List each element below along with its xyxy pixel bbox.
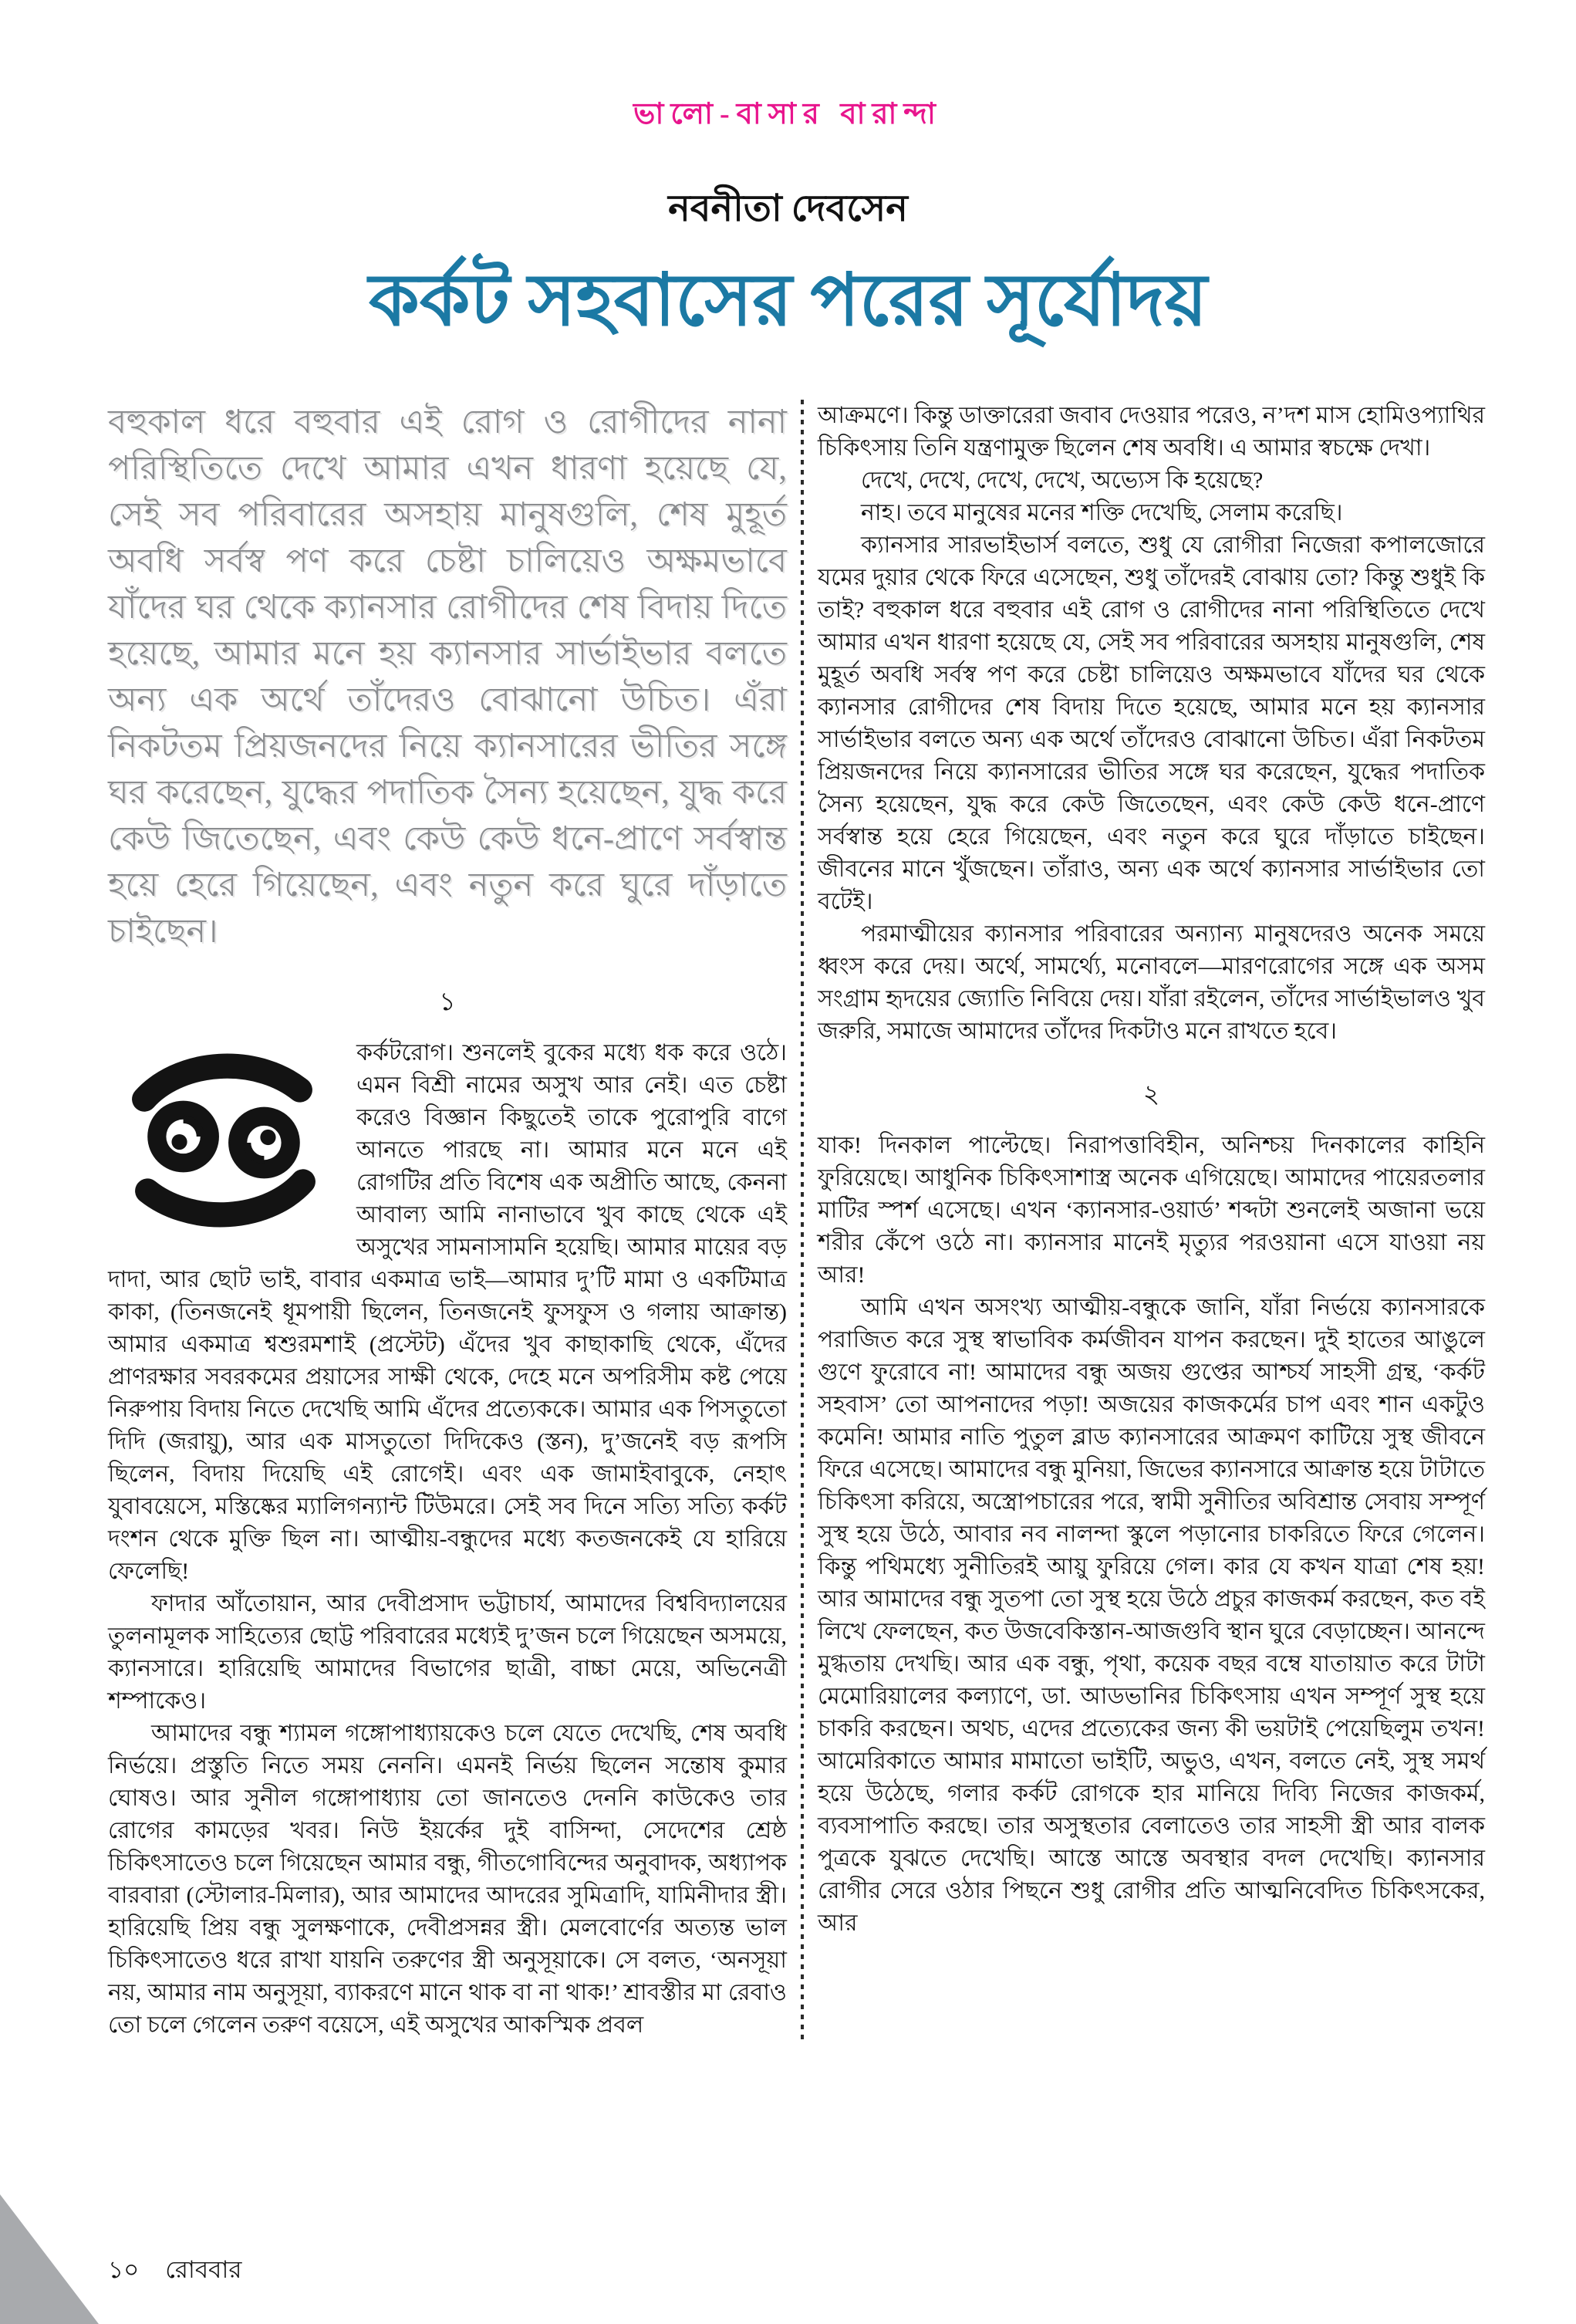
left-column <box>108 400 787 2042</box>
left-paragraph-1 <box>108 1037 787 1588</box>
section-kicker: ভালো-বাসার বারান্দা <box>633 98 943 130</box>
intro-deck: বহুকাল ধরে বহুবার এই রোগ ও রোগীদের নানা পরিস্থিতিতে দেখে আমার এখন ধারণা হয়েছে যে, সেই সব পরিবারের অসহায় মানুষগুলি, শেষ মুহূর্ত অবধি সর্বস্ব পণ করে চেষ্টা চালিয়েও অক্ষমভাবে যাঁদের ঘর থেকে ক্যানসার রোগীদের শেষ বিদায় দিতে হয়েছে, আমার মনে হয় ক্যানসার সার্ভাইভার বলতে অন্য এক অর্থে তাঁদেরও বোঝানো উচিত। এঁরা নিকটতম প্রিয়জনদের নিয়ে ক্যানসারের ভীতির সঙ্গে ঘর করেছেন, যুদ্ধের পদাতিক সৈন্য হয়েছেন, যুদ্ধ করে কেউ জিতেছেন, এবং কেউ কেউ ধনে-প্রাণে সর্বস্বান্ত হয়ে হেরে গিয়েছেন, এবং নতুন করে ঘুরে দাঁড়াতে চাইছেন। <box>108 404 787 950</box>
page-footer <box>108 2251 241 2292</box>
section-2-marker: ২ <box>1142 1080 1160 1109</box>
right-paragraph-3: নাহ। তবে মানুষের মনের শক্তি দেখেছি, সেলাম করেছি। <box>861 499 1343 525</box>
section-1-marker: ১ <box>439 988 456 1016</box>
right-paragraph-2: দেখে, দেখে, দেখে, দেখে, অভ্যেস কি হয়েছে? <box>861 467 1264 493</box>
author-name: নবনীতা দেবসেন <box>668 188 908 229</box>
cancer-zodiac-icon <box>108 1042 339 1236</box>
right-column <box>818 400 1485 2042</box>
left-paragraph-1-text: কর্কটরোগ। শুনলেই বুকের মধ্যে ধক করে ওঠে। এমন বিশ্রী নামের অসুখ আর নেই। এত চেষ্টা করেও বিজ্ঞান কিছুতেই তাকে পুরোপুরি বাগে আনতে পারছে না। আমার মনে মনে এই রোগটির প্রতি বিশেষ এক অপ্রীতি আছে, কেননা আবাল্য আমি নানাভাবে খুব কাছে থেকে এই অসুখের সামনাসামনি হয়েছি। আমার মায়ের বড় দাদা, আর ছোট ভাই, বাবার একমাত্র ভাই—আমার দু’টি মামা ও একটিমাত্র কাকা, (তিনজনেই ধূমপায়ী ছিলেন, তিনজনেই ফুসফুস ও গলায় আক্রান্ত) আমার একমাত্র শ্বশুরমশাই (প্রস্টেট) এঁদের খুব কাছাকাছি থেকে, এঁদের প্রাণরক্ষার সবরকমের প্রয়াসের সাক্ষী থেকে, দেহে মনে অপরিসীম কষ্ট পেয়ে নিরুপায় বিদায় নিতে দেখেছি আমি এঁদের প্রত্যেককে। আমার এক পিসতুতো দিদি (জরায়ু), আর এক মাসতুতো দিদিকেও (স্তন), দু’জনেই বড় রূপসি ছিলেন, বিদায় দিয়েছি এই রোগেই। এবং এক জামাইবাবুকে, নেহাৎ যুবাবয়েসে, মস্তিষ্কের ম্যালিগন্যান্ট টিউমরে। সেই সব দিনে সত্যি সত্যি কর্কট দংশন থেকে মুক্তি ছিল না। আত্মীয়-বন্ধুদের মধ্যে কতজনকেই যে হারিয়ে ফেলেছি! <box>108 1039 787 1584</box>
magazine-name: রোববার <box>165 2256 242 2283</box>
article-title: কর্কট সহবাসের পরের সূর্যোদয় <box>369 261 1207 341</box>
left-paragraph-2: ফাদার আঁতোয়ান, আর দেবীপ্রসাদ ভট্টাচার্য, আমাদের বিশ্ববিদ্যালয়ের তুলনামূলক সাহিত্যের ছোট্ট পরিবারের মধ্যেই দু’জন চলে গিয়েছেন অসময়ে, ক্যানসারে। হারিয়েছি আমাদের বিভাগের ছাত্রী, বাচ্চা মেয়ে, অভিনেত্রী শম্পাকেও। <box>108 1590 787 1714</box>
left-paragraph-3: আমাদের বন্ধু শ্যামল গঙ্গোপাধ্যায়কেও চলে যেতে দেখেছি, শেষ অবধি নির্ভয়ে। প্রস্তুতি নিতে সময় নেননি। এমনই নির্ভয় ছিলেন সন্তোষ কুমার ঘোষও। আর সুনীল গঙ্গোপাধ্যায় তো জানতেও দেননি কাউকেও তার রোগের কামড়ের খবর। নিউ ইয়র্কের দুই বাসিন্দা, সেদেশের শ্রেষ্ঠ চিকিৎসাতেও চলে গিয়েছেন আমার বন্ধু, গীতগোবিন্দের অনুবাদক, অধ্যাপক বারবারা (স্টোলার-মিলার), আর আমাদের আদরের সুমিত্রাদি, যামিনীদার স্ত্রী। হারিয়েছি প্রিয় বন্ধু সুলক্ষণাকে, দেবীপ্রসন্নর স্ত্রী। মেলবোর্ণের অত্যন্ত ভাল চিকিৎসাতেও ধরে রাখা যায়নি তরুণের স্ত্রী অনুসূয়াকে। সে বলত, ‘অনসূয়া নয়, আমার নাম অনুসূয়া, ব্যাকরণে মানে থাক বা না থাক!’ শ্রাবস্তীর মা রেবাও তো চলে গেলেন তরুণ বয়েসে, এই অসুখের আকস্মিক প্রবল <box>108 1720 787 2038</box>
article-body <box>108 400 1485 2042</box>
right-paragraph-1: আক্রমণে। কিন্তু ডাক্তারেরা জবাব দেওয়ার পরেও, ন’দশ মাস হোমিওপ্যাথির চিকিৎসায় তিনি যন্ত্রণামুক্ত ছিলেন শেষ অবধি। এ আমার স্বচক্ষে দেখা। <box>818 402 1485 461</box>
dotted-rule <box>801 400 804 2042</box>
right-paragraph-4: ক্যানসার সারভাইভার্স বলতে, শুধু যে রোগীরা নিজেরা কপালজোরে যমের দুয়ার থেকে ফিরে এসেছেন, শুধু তাঁদেরই বোঝায় তো? কিন্তু শুধুই কি তাই? বহুকাল ধরে বহুবার এই রোগ ও রোগীদের নানা পরিস্থিতিতে দেখে আমার এখন ধারণা হয়েছে যে, সেই সব পরিবারের অসহায় মানুষগুলি, শেষ মুহূর্ত অবধি সর্বস্ব পণ করে চেষ্টা চালিয়েও অক্ষমভাবে যাঁদের ঘর থেকে ক্যানসার রোগীদের শেষ বিদায় দিতে হয়েছে, আমার মনে হয় ক্যানসার সার্ভাইভার বলতে অন্য এক অর্থে তাঁদেরও বোঝানো উচিত। এঁরা নিকটতম প্রিয়জনদের নিয়ে ক্যানসারের ভীতির সঙ্গে ঘর করেছেন, যুদ্ধের পদাতিক সৈন্য হয়েছেন, যুদ্ধ করে কেউ জিতেছেন, এবং কেউ কেউ ধনে-প্রাণে সর্বস্বান্ত হয়ে হেরে গিয়েছেন, এবং নতুন করে ঘুরে দাঁড়াতে চাইছেন। জীবনের মানে খুঁজছেন। তাঁরাও, অন্য এক অর্থে ক্যানসার সার্ভাইভার তো বটেই। <box>818 532 1485 914</box>
right-paragraph-6: যাক! দিনকাল পাল্টেছে। নিরাপত্তাবিহীন, অনিশ্চয় দিনকালের কাহিনি ফুরিয়েছে। আধুনিক চিকিৎসাশাস্ত্র অনেক এগিয়েছে। আমাদের পায়েরতলার মাটির স্পর্শ এসেছে। এখন ‘ক্যানসার-ওয়ার্ড’ শব্দটা শুনলেই অজানা ভয়ে শরীর কেঁপে ওঠে না। ক্যানসার মানেই মৃত্যুর পরওয়ানা এসে যাওয়া নয় আর! <box>818 1132 1485 1288</box>
corner-fold-graphic <box>0 2194 99 2324</box>
page-number: ১০ <box>108 2256 140 2283</box>
right-paragraph-7: আমি এখন অসংখ্য আত্মীয়-বন্ধুকে জানি, যাঁরা নির্ভয়ে ক্যানসারকে পরাজিত করে সুস্থ স্বাভাবিক কর্মজীবন যাপন করছেন। দুই হাতের আঙুলে গুণে ফুরোবে না! আমাদের বন্ধু অজয় গুপ্তের আশ্চর্য সাহসী গ্রন্থ, ‘কর্কট সহবাস’ তো আপনাদের পড়া! অজয়ের কাজকর্মের চাপ এবং শান একটুও কমেনি! আমার নাতি পুতুল ব্লাড ক্যানসারের আক্রমণ কাটিয়ে সুস্থ জীবনে ফিরে এসেছে। আমাদের বন্ধু মুনিয়া, জিভের ক্যানসারে আক্রান্ত হয়ে টাটাতে চিকিৎসা করিয়ে, অস্ত্রোপচারের পরে, স্বামী সুনীতির অবিশ্রান্ত সেবায় সম্পূর্ণ সুস্থ হয়ে উঠে, আবার নব নালন্দা স্কুলে পড়ানোর চাকরিতে ফিরে গেলেন। কিন্তু পথিমধ্যে সুনীতিরই আয়ু ফুরিয়ে গেল। কার যে কখন যাত্রা শেষ হয়! আর আমাদের বন্ধু সুতপা তো সুস্থ হয়ে উঠে প্রচুর কাজকর্ম করছেন, কত বই লিখে ফেলছেন, কত উজবেকিস্তান-আজগুবি স্থান ঘুরে বেড়াচ্ছেন। আনন্দে মুগ্ধতায় দেখছি। আর এক বন্ধু, পৃথা, কয়েক বছর বম্বে যাতায়াত করে টাটা মেমোরিয়ালের কল্যাণে, ডা. আডভানির চিকিৎসায় এখন সম্পূর্ণ সুস্থ হয়ে চাকরি করছেন। অথচ, এদের প্রত্যেকের জন্য কী ভয়টাই পেয়েছিলুম তখন! আমেরিকাতে আমার মামাতো ভাইটি, অভুও, এখন, বলতে নেই, সুস্থ সমর্থ হয়ে উঠেছে, গলার কর্কট রোগকে হার মানিয়ে দিব্যি নিজের কাজকর্ম, ব্যবসাপাতি করছে। তার অসুস্থতার বেলাতেও তার সাহসী স্ত্রী আর বালক পুত্রকে যুঝতে দেখেছি। আস্তে আস্তে অবস্থার বদল দেখেছি। ক্যানসার রোগীর সেরে ওঠার পিছনে শুধু রোগীর প্রতি আত্মনিবেদিত চিকিৎসকের, আর <box>818 1294 1485 1936</box>
right-paragraph-5: পরমাত্মীয়ের ক্যানসার পরিবারের অন্যান্য মানুষদেরও অনেক সময়ে ধ্বংস করে দেয়। অর্থে, সামর্থ্যে, মনোবলে—মারণরোগের সঙ্গে এক অসম সংগ্রাম হৃদয়ের জ্যোতি নিবিয়ে দেয়। যাঁরা রইলেন, তাঁদের সার্ভাইভালও খুব জরুরি, সমাজে আমাদের তাঁদের দিকটাও মনে রাখতে হবে। <box>818 920 1485 1044</box>
article-header <box>0 0 1576 339</box>
column-divider <box>787 400 818 2042</box>
